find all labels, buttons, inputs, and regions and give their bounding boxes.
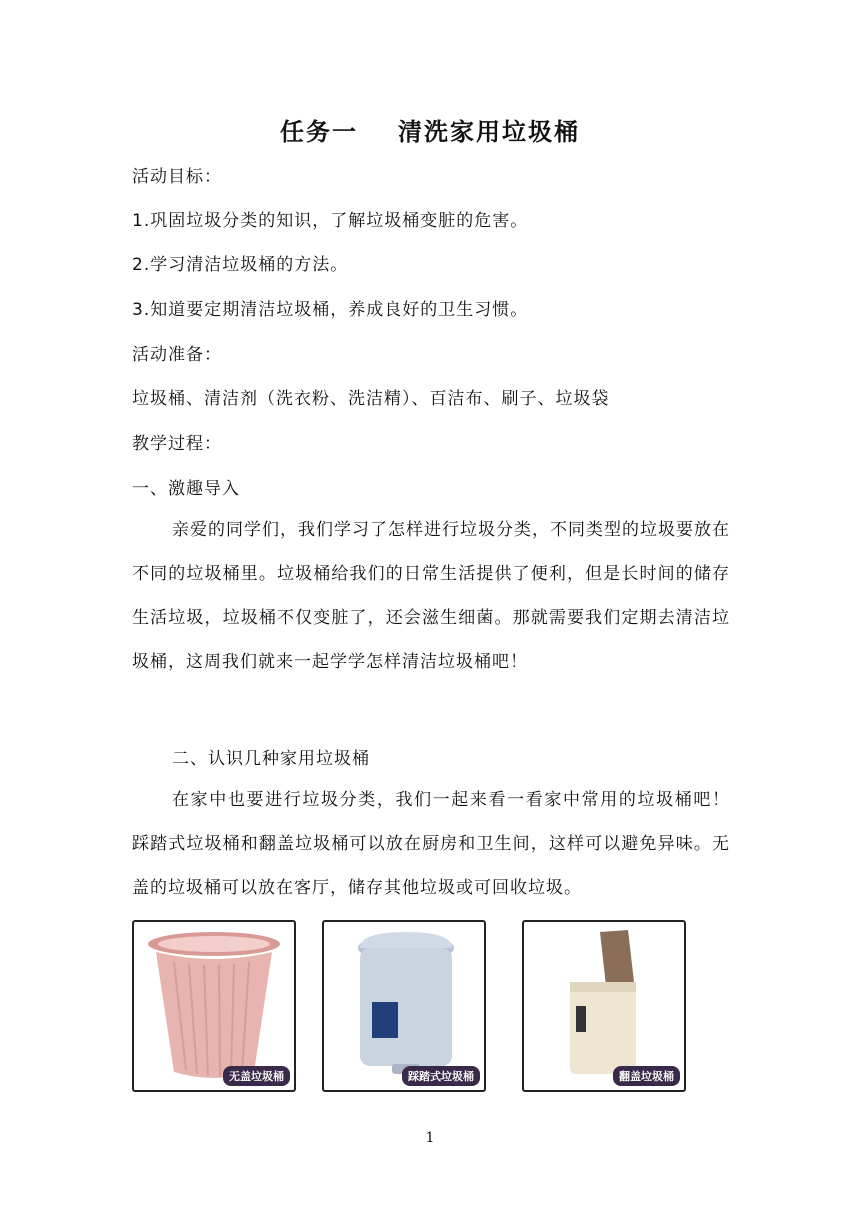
page-number: 1 [425,1130,435,1146]
title-task-name: 清洗家用垃圾桶 [398,118,580,146]
page-title [0,112,860,147]
photo-pedal-bin [322,920,486,1092]
prep-heading: 活动准备： [132,345,222,365]
goal-item-2: 2.学习清洁垃圾桶的方法。 [132,255,349,275]
flip-lid-bin-illustration [524,922,684,1090]
section2-heading: 二、认识几种家用垃圾桶 [172,749,370,769]
caption-pedal-bin: 踩踏式垃圾桶 [402,1066,480,1086]
open-bin-illustration [134,922,294,1090]
caption-flip-lid-bin: 翻盖垃圾桶 [613,1066,680,1086]
photo-flip-lid-bin [522,920,686,1092]
photo-open-bin [132,920,296,1092]
section1-heading: 一、激趣导入 [132,479,240,499]
title-task-number: 任务一 [280,118,358,146]
goals-heading: 活动目标： [132,167,222,187]
prep-items: 垃圾桶、清洁剂（洗衣粉、洗洁精）、百洁布、刷子、垃圾袋 [132,389,610,409]
caption-open-bin: 无盖垃圾桶 [223,1066,290,1086]
section1-paragraph: 亲爱的同学们，我们学习了怎样进行垃圾分类，不同类型的垃圾要放在不同的垃圾桶里。垃圾桶给我们的日常生活提供了便利，但是长时间的储存生活垃圾，垃圾桶不仅变脏了，还会滋生细菌。那就需要我们定期去清洁垃圾桶，这周我们就来一起学学怎样清洁垃圾桶吧！ [132,520,730,672]
pedal-bin-illustration [324,922,484,1090]
process-heading: 教学过程： [132,434,222,454]
goal-item-3: 3.知道要定期清洁垃圾桶，养成良好的卫生习惯。 [132,300,529,320]
goal-item-1: 1.巩固垃圾分类的知识，了解垃圾桶变脏的危害。 [132,211,529,231]
section2-paragraph: 在家中也要进行垃圾分类，我们一起来看一看家中常用的垃圾桶吧！ 踩踏式垃圾桶和翻盖垃圾桶可以放在厨房和卫生间，这样可以避免异味。无盖的垃圾桶可以放在客厅，储存其他垃圾或可回收垃圾。 [132,790,748,898]
